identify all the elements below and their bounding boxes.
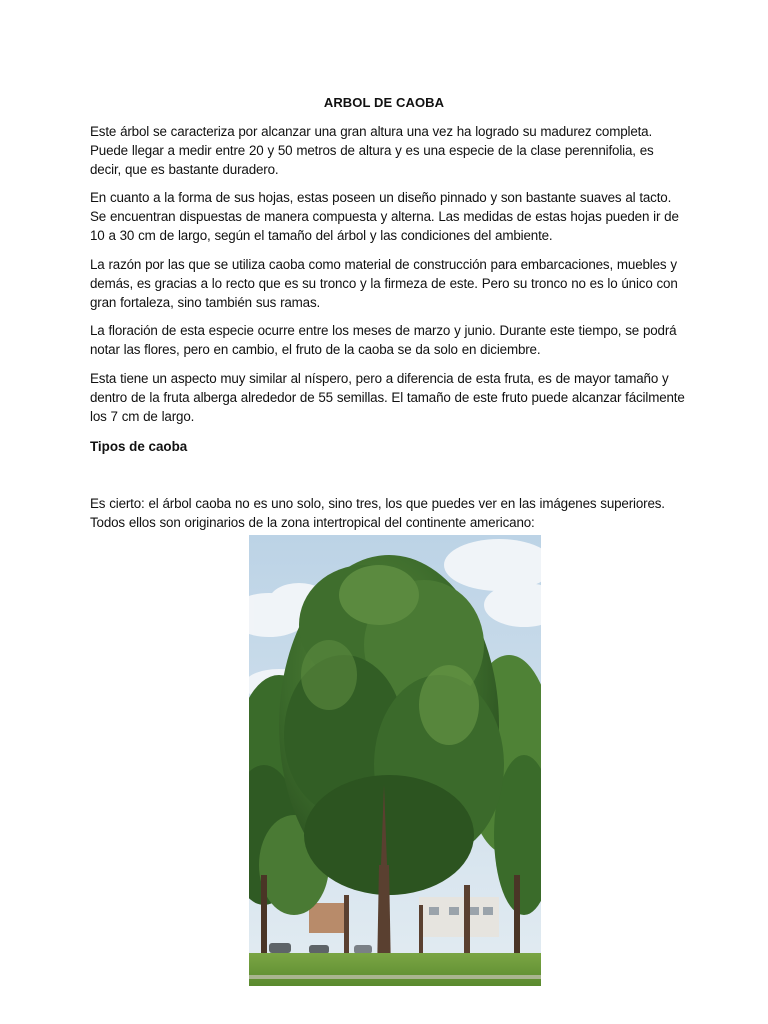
tree-photo [249,535,541,986]
paragraph-fruit: Esta tiene un aspecto muy similar al níspero, pero a diferencia de esta fruta, es de mayor tamaño y dentro de la fruta alberga alrededor de 55 semillas. El tamaño de este fruto puede alcanzar fácilmente los 7 cm de largo. [90,371,685,424]
main-tree-crown [279,555,504,895]
paragraph-flowering: La floración de esta especie ocurre entre los meses de marzo y junio. Durante este tiempo, se podrá notar las flores, pero en cambio, el fruto de la caoba se da solo en diciembre. [90,323,677,357]
paragraph-height: Este árbol se caracteriza por alcanzar una gran altura una vez ha logrado su madurez completa. Puede llegar a medir entre 20 y 50 metros de altura y es una especie de la clase perennifolia, es decir, que es bastante duradero. [90,124,654,177]
grass-lawn [249,953,541,986]
tree-illustration [249,535,541,986]
paragraph-origin: Es cierto: el árbol caoba no es uno solo, sino tres, los que puedes ver en las imágenes superiores. Todos ellos son originarios de la zona intertropical del continente americano: [90,496,665,530]
path [249,975,541,979]
paragraph-leaves: En cuanto a la forma de sus hojas, estas poseen un diseño pinnado y son bastante suaves al tacto. Se encuentran dispuestas de manera compuesta y alterna. Las medidas de estas hojas pueden ir de 10 a 30 cm de largo, según el tamaño del árbol y las condiciones del ambiente. [90,190,679,243]
paragraph-construction: La razón por las que se utiliza caoba como material de construcción para embarcaciones, muebles y demás, es gracias a lo recto que es su tronco y la firmeza de este. Pero su tronco no es lo único con gran fortaleza, sino también sus ramas. [90,257,678,310]
document-title: ARBOL DE CAOBA [323,95,445,110]
section-heading-types: Tipos de caoba [90,439,188,454]
